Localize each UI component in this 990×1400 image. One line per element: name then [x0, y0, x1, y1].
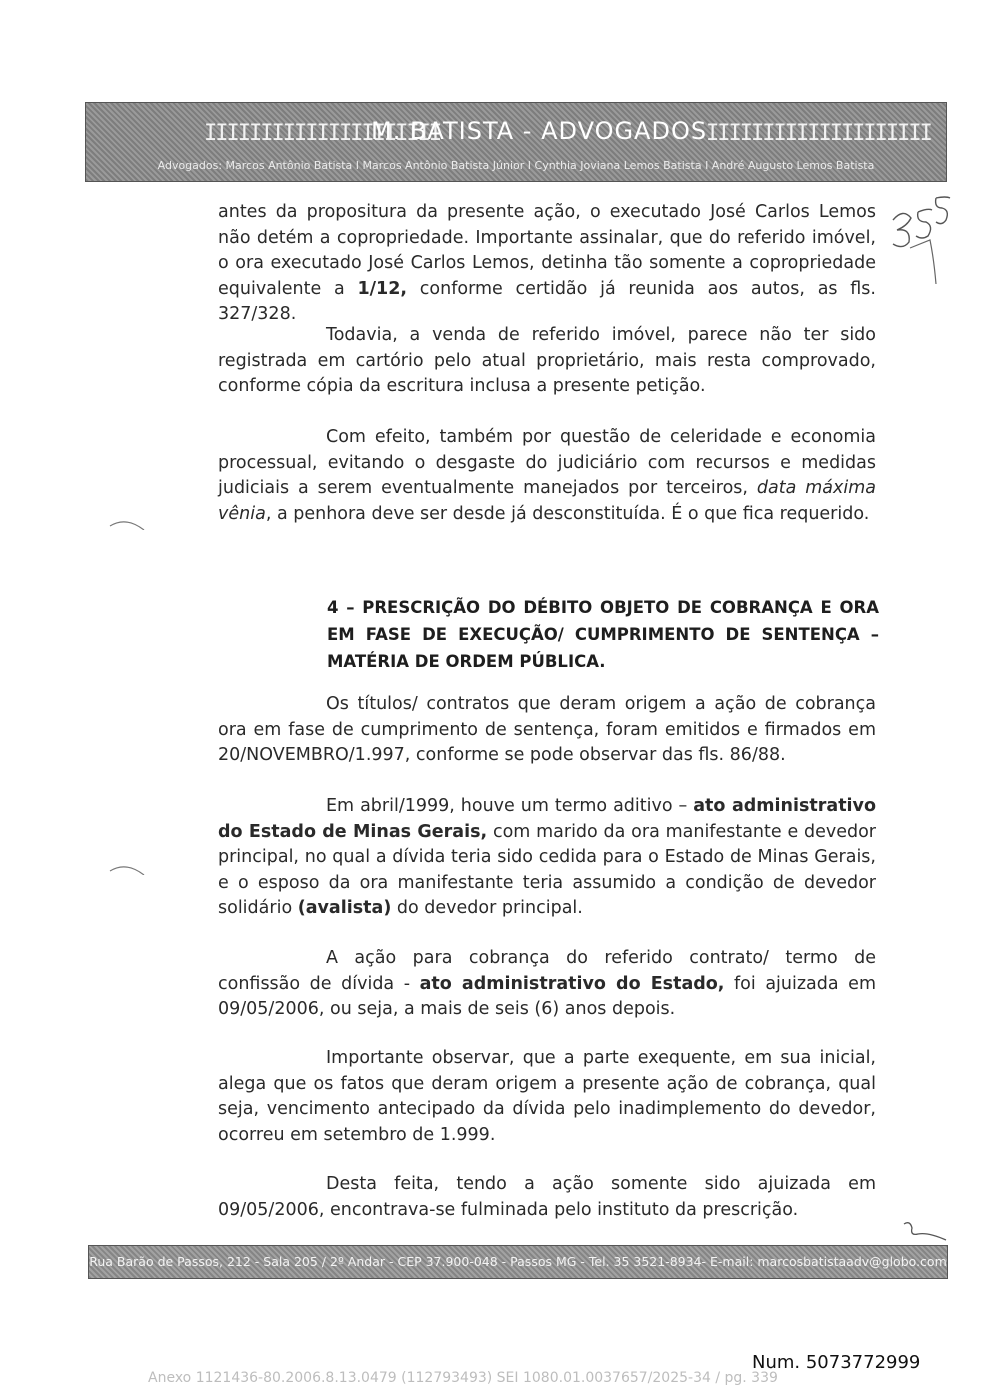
handwritten-folio-number	[888, 190, 958, 294]
lawyers-list: Advogados: Marcos Antônio Batista I Marcos Antônio Batista Júnior I Cynthia Joviana Lemos Batista I André Augusto Lemos Batista	[157, 159, 875, 172]
section-heading: 4 – PRESCRIÇÃO DO DÉBITO OBJETO DE COBRANÇA E ORA EM FASE DE EXECUÇÃO/ CUMPRIMENTO DE SENTENÇA – MATÉRIA DE ORDEM PÚBLICA.	[327, 598, 879, 671]
paragraph-3: Com efeito, também por questão de celeridade e economia processual, evitando o desgaste do judiciário com recursos e medidas judiciais a serem eventualmente manejados por terceiros, data máxima vênia, a penhora deve ser desde já desconstituída. É o que fica requerido.	[218, 427, 876, 524]
margin-mark	[108, 515, 148, 534]
paragraph-2: Todavia, a venda de referido imóvel, parece não ter sido registrada em cartório pelo atual proprietário, mais resta comprovado, conforme cópia da escritura inclusa a presente petição.	[218, 325, 876, 396]
paragraph-5: Em abril/1999, houve um termo aditivo – ato administrativo do Estado de Minas Gerais, com marido da ora manifestante e devedor principal, no qual a dívida teria sido cedida para o Estado de Minas Gerais, e o esposo da ora manifestante teria assumido a condição de devedor solidário (avalista) do devedor principal.	[218, 796, 877, 918]
document-number: Num. 5073772999	[752, 1352, 921, 1373]
header-bars-right: IIIIIIIIIIIIIIIIIIII	[706, 121, 931, 146]
footer-address: Rua Barão de Passos, 212 - Sala 205 / 2º Andar - CEP 37.900-048 - Passos MG - Tel. 35 3521-8934- E-mail: marcosbatistaadv@globo.com	[89, 1254, 947, 1269]
paragraph-8: Desta feita, tendo a ação somente sido ajuizada em 09/05/2006, encontrava-se fulminada pelo instituto da prescrição.	[218, 1174, 876, 1220]
letterhead-band	[85, 102, 947, 182]
paragraph-6: A ação para cobrança do referido contrato/ termo de confissão de dívida - ato administrativo do Estado, foi ajuizada em 09/05/2006, ou seja, a mais de seis (6) anos depois.	[218, 948, 876, 1019]
letterhead-footer	[88, 1245, 948, 1279]
header-bars-left: IIIIIIIIIIIIIIIIIIIII	[204, 121, 441, 146]
paragraph-7: Importante observar, que a parte exequente, em sua inicial, alega que os fatos que deram origem a presente ação de cobrança, qual seja, vencimento antecipado da dívida pelo inadimplemento do devedor, ocorreu em setembro de 1.999.	[218, 1048, 876, 1145]
firm-name: M. BATISTA - ADVOGADOS	[371, 117, 708, 145]
paragraph-1: antes da propositura da presente ação, o executado José Carlos Lemos não detém a copropriedade. Importante assinalar, que do referido imóvel, o ora executado José Carlos Lemos, detinha tão somente a copropriedade equivalente a 1/12, conforme certidão já reunida aos autos, as fls. 327/328.	[218, 202, 876, 324]
margin-mark	[108, 860, 148, 879]
paragraph-4: Os títulos/ contratos que deram origem a ação de cobrança ora em fase de cumprimento de sentença, foram emitidos e firmados em 20/NOVEMBRO/1.997, conforme se pode observar das fls. 86/88.	[218, 694, 876, 765]
annex-stamp: Anexo 1121436-80.2006.8.13.0479 (112793493) SEI 1080.01.0037657/2025-34 / pg. 339	[148, 1370, 778, 1386]
